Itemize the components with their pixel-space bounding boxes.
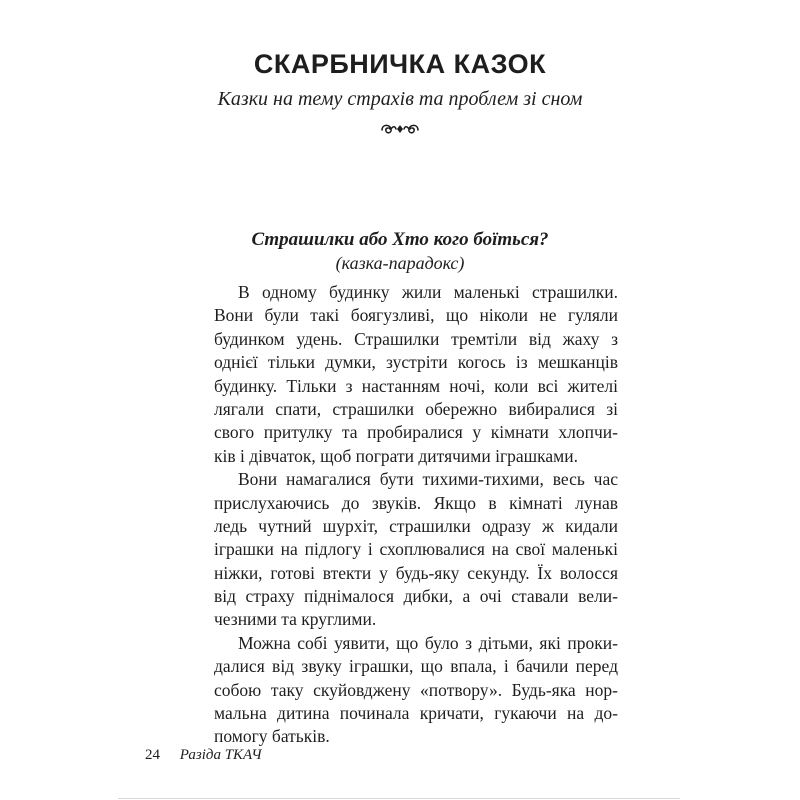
body-line: чезними та круглими. [214, 609, 377, 630]
body-line: Вони намагалися бути тихими-тихими, весь час [238, 469, 618, 490]
body-line: прислухаючись до звуків. Якщо в кімнаті лунав [214, 492, 618, 513]
body-line: Вони були такі боягузливі, що ніколи не гуляли [214, 305, 618, 326]
body-line: однієї тільки думки, зустріти когось із мешканців [214, 352, 618, 373]
body-line: ледь чутний шурхіт, страшилки одразу ж кидали [214, 515, 618, 536]
body-line: ків і дівчаток, щоб пограти дитячими іграшками. [214, 445, 578, 466]
body-line: від страху піднімалося дибки, а очі ставали вели- [214, 586, 618, 607]
body-line: собою таку скуйовджену «потвору». Будь-яка нор- [214, 679, 618, 700]
tale-genre: (казка-парадокс) [335, 253, 465, 273]
body-line: далися від звуку іграшки, що впала, і бачили перед [214, 656, 618, 677]
body-line: свого притулку та пробиралися у кімнати хлопчи- [214, 422, 618, 443]
body-line: ніжки, готові втекти у будь-яку секунду. Їх волосся [214, 562, 618, 583]
body-line: мальна дитина починала кричати, гукаючи на до- [214, 703, 618, 724]
body-line: помогу батьків. [214, 726, 330, 747]
body-line: іграшки на підлогу і схоплювалися на свої маленькі [214, 539, 618, 560]
page-footer [145, 745, 262, 765]
page-number: 24 [145, 747, 160, 763]
body-line: будинку. Тільки з настанням ночі, коли всі жителі [214, 375, 618, 396]
author-name: Разіда ТКАЧ [179, 747, 262, 763]
page-title: СКАРБНИЧКА КАЗОК [253, 49, 547, 79]
body-line: Можна собі уявити, що було з дітьми, які проки- [238, 632, 618, 653]
page-edge-divider [118, 798, 680, 799]
tale-title: Страшилки або Хто кого боїться? [251, 229, 549, 250]
body-line: лягали спати, страшилки обережно вибиралися зі [214, 398, 618, 419]
body-line: будинком удень. Страшилки тремтіли від жаху з [214, 328, 618, 349]
page-subtitle: Казки на тему страхів та проблем зі сном [217, 88, 583, 110]
decorative-scroll-ornament-icon [380, 121, 420, 137]
body-line: В одному будинку жили маленькі страшилки. [238, 282, 618, 302]
tale-body [214, 281, 618, 749]
